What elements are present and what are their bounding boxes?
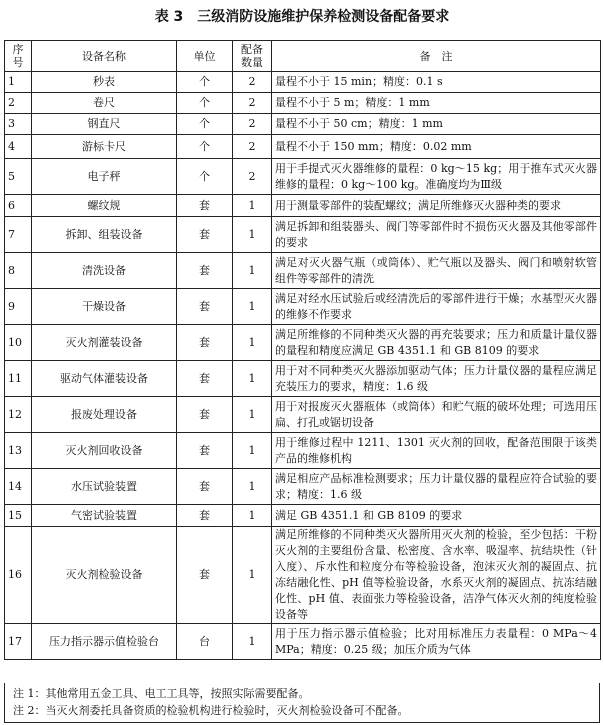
header-unit: 单位 <box>177 41 233 72</box>
cell-name: 拆卸、组装设备 <box>32 217 177 253</box>
table-row <box>5 527 601 624</box>
table-row <box>5 397 601 433</box>
table-row <box>5 469 601 505</box>
cell-note: 量程不小于 50 cm；精度：1 mm <box>272 114 601 135</box>
cell-qty: 1 <box>233 217 272 253</box>
header-qty: 配备数量 <box>233 41 272 72</box>
cell-qty: 2 <box>233 159 272 195</box>
cell-unit: 套 <box>177 195 233 217</box>
cell-note: 用于手提式灭火器维修的量程：0 kg～15 kg；用于推车式灭火器维修的量程：0 kg～100 kg。准确度均为Ⅲ级 <box>272 159 601 195</box>
cell-qty: 2 <box>233 72 272 93</box>
cell-num: 5 <box>5 159 32 195</box>
cell-note: 量程不小于 5 m；精度：1 mm <box>272 93 601 114</box>
cell-qty: 1 <box>233 195 272 217</box>
table-row <box>5 72 601 93</box>
cell-num: 17 <box>5 624 32 660</box>
cell-qty: 1 <box>233 397 272 433</box>
cell-note: 满足对经水压试验后或经清洗后的零部件进行干燥；水基型灭火器的维修不作要求 <box>272 289 601 325</box>
cell-unit: 套 <box>177 253 233 289</box>
cell-qty: 1 <box>233 527 272 624</box>
cell-note: 量程不小于 150 mm；精度：0.02 mm <box>272 135 601 159</box>
table-row <box>5 114 601 135</box>
cell-qty: 2 <box>233 93 272 114</box>
table-row <box>5 159 601 195</box>
cell-num: 7 <box>5 217 32 253</box>
cell-num: 3 <box>5 114 32 135</box>
cell-num: 12 <box>5 397 32 433</box>
cell-name: 灭火剂回收设备 <box>32 433 177 469</box>
cell-unit: 套 <box>177 469 233 505</box>
cell-qty: 2 <box>233 135 272 159</box>
note-1: 注 1：其他常用五金工具、电工工具等，按照实际需要配备。 <box>13 687 310 700</box>
header-name: 设备名称 <box>32 41 177 72</box>
cell-name: 电子秤 <box>32 159 177 195</box>
cell-name: 水压试验装置 <box>32 469 177 505</box>
cell-note: 满足对灭火器气瓶（或筒体）、贮气瓶以及器头、阀门和喷射软管组件等零部件的清洗 <box>272 253 601 289</box>
header-num: 序号 <box>5 41 32 72</box>
cell-name: 钢直尺 <box>32 114 177 135</box>
cell-qty: 1 <box>233 325 272 361</box>
cell-num: 14 <box>5 469 32 505</box>
cell-qty: 1 <box>233 253 272 289</box>
cell-unit: 个 <box>177 159 233 195</box>
cell-unit: 套 <box>177 217 233 253</box>
table-title: 表 3 三级消防设施维护保养检测设备配备要求 <box>154 9 450 25</box>
table-row <box>5 325 601 361</box>
table-row <box>5 253 601 289</box>
cell-num: 16 <box>5 527 32 624</box>
header-note: 备 注 <box>272 41 601 72</box>
cell-num: 2 <box>5 93 32 114</box>
cell-name: 螺纹规 <box>32 195 177 217</box>
cell-num: 11 <box>5 361 32 397</box>
table-row <box>5 289 601 325</box>
cell-note: 量程不小于 15 min；精度：0.1 s <box>272 72 601 93</box>
cell-name: 清洗设备 <box>32 253 177 289</box>
cell-name: 压力指示器示值检验台 <box>32 624 177 660</box>
table-row <box>5 93 601 114</box>
cell-num: 8 <box>5 253 32 289</box>
cell-num: 13 <box>5 433 32 469</box>
cell-note: 用于对报废灭火器瓶体（或筒体）和贮气瓶的破坏处理；可选用压扁、打孔或锯切设备 <box>272 397 601 433</box>
cell-unit: 套 <box>177 505 233 527</box>
cell-note: 用于维修过程中 1211、1301 灭火剂的回收，配备范围限于该类产品的维修机构 <box>272 433 601 469</box>
cell-qty: 1 <box>233 624 272 660</box>
cell-name: 卷尺 <box>32 93 177 114</box>
table-row <box>5 217 601 253</box>
cell-note: 用于对不同种类灭火器添加驱动气体；压力计量仪器的量程应满足充装压力的要求，精度：1.6 级 <box>272 361 601 397</box>
cell-unit: 个 <box>177 93 233 114</box>
cell-name: 秒表 <box>32 72 177 93</box>
cell-note: 满足所维修的不同种类灭火器所用灭火剂的检验，至少包括：干粉灭火剂的主要组份含量、松密度、含水率、吸湿率、抗结块性（针入度）、斥水性和粒度分布等检验设备，泡沫灭火剂的凝固点、抗冻结融化性、pH 值等检验设备，水系灭火剂的凝固点、抗冻结融化性、pH 值、表面张力等检验设备，洁净气体灭火剂的纯度检验设备等 <box>272 527 601 624</box>
cell-unit: 套 <box>177 289 233 325</box>
cell-num: 15 <box>5 505 32 527</box>
table-row <box>5 195 601 217</box>
cell-name: 游标卡尺 <box>32 135 177 159</box>
cell-num: 1 <box>5 72 32 93</box>
cell-unit: 个 <box>177 114 233 135</box>
cell-qty: 1 <box>233 433 272 469</box>
cell-unit: 套 <box>177 361 233 397</box>
cell-note: 满足 GB 4351.1 和 GB 8109 的要求 <box>272 505 601 527</box>
cell-num: 9 <box>5 289 32 325</box>
cell-qty: 2 <box>233 114 272 135</box>
cell-qty: 1 <box>233 361 272 397</box>
cell-num: 4 <box>5 135 32 159</box>
table-header-row <box>5 41 601 72</box>
cell-name: 报废处理设备 <box>32 397 177 433</box>
cell-num: 6 <box>5 195 32 217</box>
cell-name: 灭火剂灌装设备 <box>32 325 177 361</box>
note-2: 注 2：当灭火剂委托具备资质的检验机构进行检验时，灭火剂检验设备可不配备。 <box>13 704 409 717</box>
table-row <box>5 624 601 660</box>
cell-note: 用于压力指示器示值检验；比对用标准压力表量程：0 MPa～4 MPa；精度：0.25 级；加压介质为气体 <box>272 624 601 660</box>
cell-name: 气密试验装置 <box>32 505 177 527</box>
cell-qty: 1 <box>233 505 272 527</box>
cell-unit: 台 <box>177 624 233 660</box>
cell-note: 满足相应产品标准检测要求；压力计量仪器的量程应符合试验的要求；精度：1.6 级 <box>272 469 601 505</box>
cell-qty: 1 <box>233 289 272 325</box>
cell-unit: 套 <box>177 527 233 624</box>
cell-unit: 个 <box>177 135 233 159</box>
cell-name: 灭火剂检验设备 <box>32 527 177 624</box>
table-row <box>5 505 601 527</box>
table-row <box>5 135 601 159</box>
equipment-table <box>4 40 601 660</box>
cell-note: 满足拆卸和组装器头、阀门等零部件时不损伤灭火器及其他零部件的要求 <box>272 217 601 253</box>
cell-unit: 套 <box>177 433 233 469</box>
cell-num: 10 <box>5 325 32 361</box>
cell-note: 用于测量零部件的装配螺纹；满足所维修灭火器种类的要求 <box>272 195 601 217</box>
cell-unit: 套 <box>177 325 233 361</box>
cell-note: 满足所维修的不同种类灭火器的再充装要求；压力和质量计量仪器的量程和精度应满足 GB 4351.1 和 GB 8109 的要求 <box>272 325 601 361</box>
cell-qty: 1 <box>233 469 272 505</box>
table-row <box>5 361 601 397</box>
table-row <box>5 433 601 469</box>
table-notes <box>4 683 600 723</box>
cell-name: 干燥设备 <box>32 289 177 325</box>
cell-name: 驱动气体灌装设备 <box>32 361 177 397</box>
cell-unit: 套 <box>177 397 233 433</box>
cell-unit: 个 <box>177 72 233 93</box>
